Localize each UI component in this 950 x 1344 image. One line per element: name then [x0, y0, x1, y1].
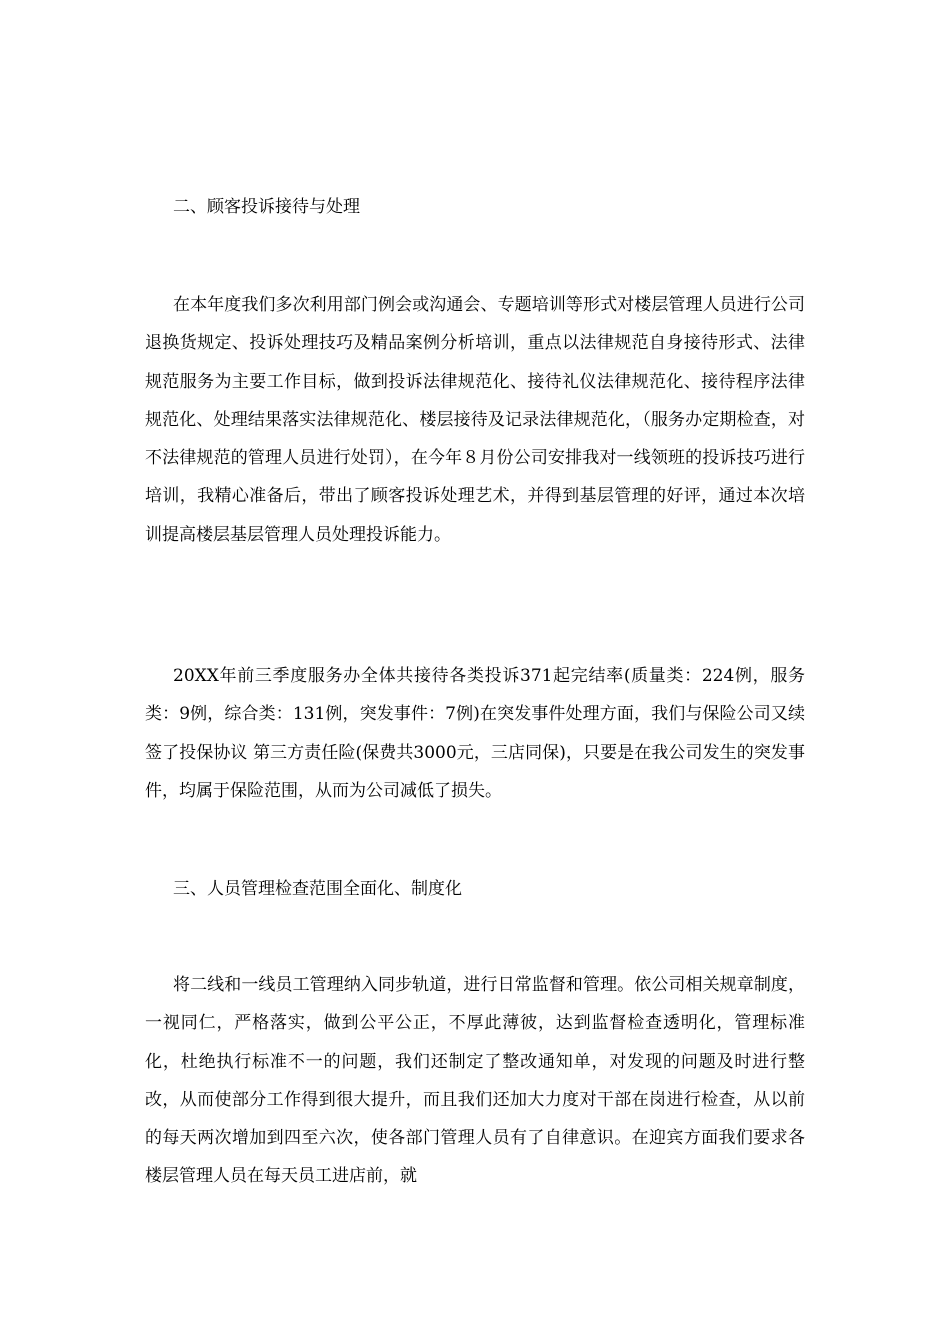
section-heading-staff-management: 三、人员管理检查范围全面化、制度化 — [173, 879, 462, 899]
paragraph-complaint-stats: 20XX年前三季度服务办全体共接待各类投诉371起完结率(质量类：224例，服务类：9例，综合类：131例，突发事件：7例)在突发事件处理方面，我们与保险公司又续签了投保协议 第三方责任险(保费共3000元，三店同保)，只要是在我公司发生的突发事件，均属于保险范围，从而为公司减低了损失。 — [145, 666, 805, 801]
paragraph-staff-management: 将二线和一线员工管理纳入同步轨道，进行日常监督和管理。依公司相关规章制度，一视同仁，严格落实，做到公平公正，不厚此薄彼，达到监督检查透明化，管理标准化，杜绝执行标准不一的问题，我们还制定了整改通知单，对发现的问题及时进行整改，从而使部分工作得到很大提升，而且我们还加大力度对干部在岗进行检查，从以前的每天两次增加到四至六次，使各部门管理人员有了自律意识。在迎宾方面我们要求各楼层管理人员在每天员工进店前，就 — [145, 975, 805, 1187]
section-heading-complaints: 二、顾客投诉接待与处理 — [173, 197, 360, 217]
paragraph-training: 在本年度我们多次利用部门例会或沟通会、专题培训等形式对楼层管理人员进行公司退换货规定、投诉处理技巧及精品案例分析培训，重点以法律规范自身接待形式、法律规范服务为主要工作目标，做到投诉法律规范化、接待礼仪法律规范化、接待程序法律规范化、处理结果落实法律规范化、楼层接待及记录法律规范化，（服务办定期检查，对不法律规范的管理人员进行处罚），在今年８月份公司安排我对一线领班的投诉技巧进行培训，我精心准备后，带出了顾客投诉处理艺术，并得到基层管理的好评，通过本次培训提高楼层基层管理人员处理投诉能力。 — [145, 295, 805, 545]
